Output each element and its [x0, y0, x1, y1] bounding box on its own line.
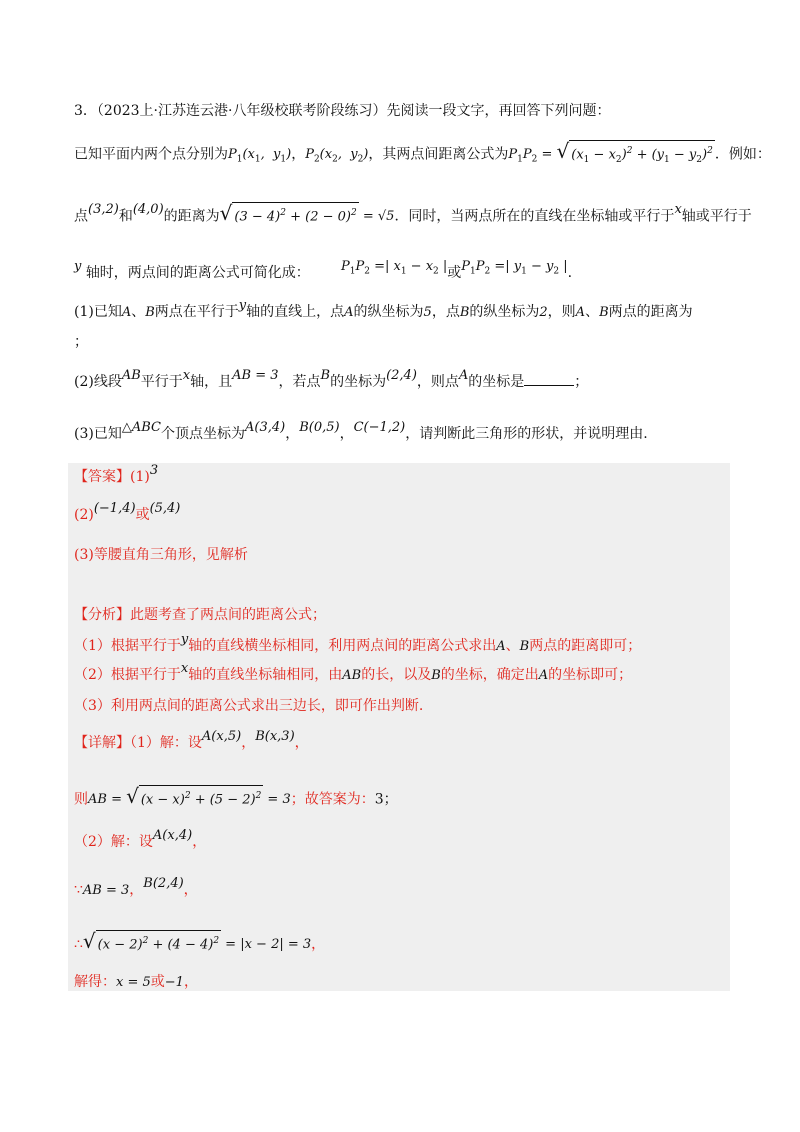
- analysis-heading: 【分析】此题考查了两点间的距离公式；: [74, 607, 326, 623]
- question-line-3: y 轴时，两点间的距离公式可简化成： $P_1P_2$ =| $x_1 - x_2$ |或$P_1P_2$ =| $y_1 - y_2$ |.: [74, 259, 573, 281]
- analysis-label: 【分析】: [74, 607, 130, 623]
- question-line-2: 点(3,2)和(4,0)的距离为√ $(3 - 4)^2 + (2 - 0)^2 = √5$．同时，当两点所在的直线在坐标轴或平行于x轴或平行于: [74, 201, 752, 226]
- analysis-step-1: （1）根据平行于y轴的直线横坐标相同，利用两点间的距离公式求出A、B两点的距离即可；: [74, 632, 642, 654]
- solution-panel: [68, 463, 730, 991]
- analysis-step-2: （2）根据平行于x轴的直线坐标轴相同，由AB的长，以及B的坐标，确定出A的坐标即可；: [74, 661, 633, 683]
- question-header: [74, 101, 610, 121]
- detail-line-2: 则AB = √ $(x - x)^2 + (5 - 2)^2 = 3$；故答案为：3；: [74, 784, 398, 809]
- answer-line-2: (2)(−1,4)或(5,4): [74, 501, 181, 523]
- detail-line-1: 【详解】（1）解：设A(x,5)，B(x,3)，: [74, 729, 309, 751]
- detail-label: 【详解】: [74, 735, 130, 751]
- question-source: （2023上·江苏连云港·八年级校联考阶段练习）: [96, 103, 387, 119]
- answer-line-3: (3)等腰直角三角形，见解析: [74, 547, 248, 563]
- question-line-1: 已知平面内两个点分别为$P_1(x_1$, $y_1$)，$P_2(x_2$, $y_2$)，其两点间距离公式为$P_1P_2$ = √ $(x_1 - x_2)^2 + (y_1 - y_2)^2$ ．例如：: [74, 140, 771, 170]
- detail-line-3: （2）解：设A(x,4)，: [74, 828, 207, 850]
- answer-label: 【答案】: [74, 469, 130, 485]
- question-part-2: (2)线段AB平行于x轴，且AB = 3，若点B的坐标为(2,4)，则点A的坐标是 ；: [74, 368, 589, 390]
- detail-line-6: 解得：x = 5或−1，: [74, 974, 198, 990]
- answer-line-1: 【答案】(1)3: [74, 463, 159, 485]
- question-number: 3．: [74, 103, 97, 119]
- question-part-1-end: ；: [74, 334, 88, 350]
- analysis-step-3: （3）利用两点间的距离公式求出三边长，即可作出判断.: [74, 698, 424, 714]
- question-intro: 先阅读一段文字，再回答下列问题：: [386, 103, 611, 119]
- detail-line-4: ∵AB = 3，B(2,4)，: [74, 876, 198, 898]
- detail-line-5: ∴√ $(x - 2)^2 + (4 - 4)^2 = |x - 2| = 3$，: [74, 929, 326, 954]
- question-part-1: (1)已知A、B两点在平行于y轴的直线上，点A的纵坐标为5，点B的纵坐标为2，则A、B两点的距离为: [74, 298, 693, 320]
- question-part-3: (3)已知△ABC个顶点坐标为A(3,4)，B(0,5)，C(−1,2)，请判断此三角形的形状，并说明理由.: [74, 420, 648, 442]
- answer-blank: [524, 373, 574, 386]
